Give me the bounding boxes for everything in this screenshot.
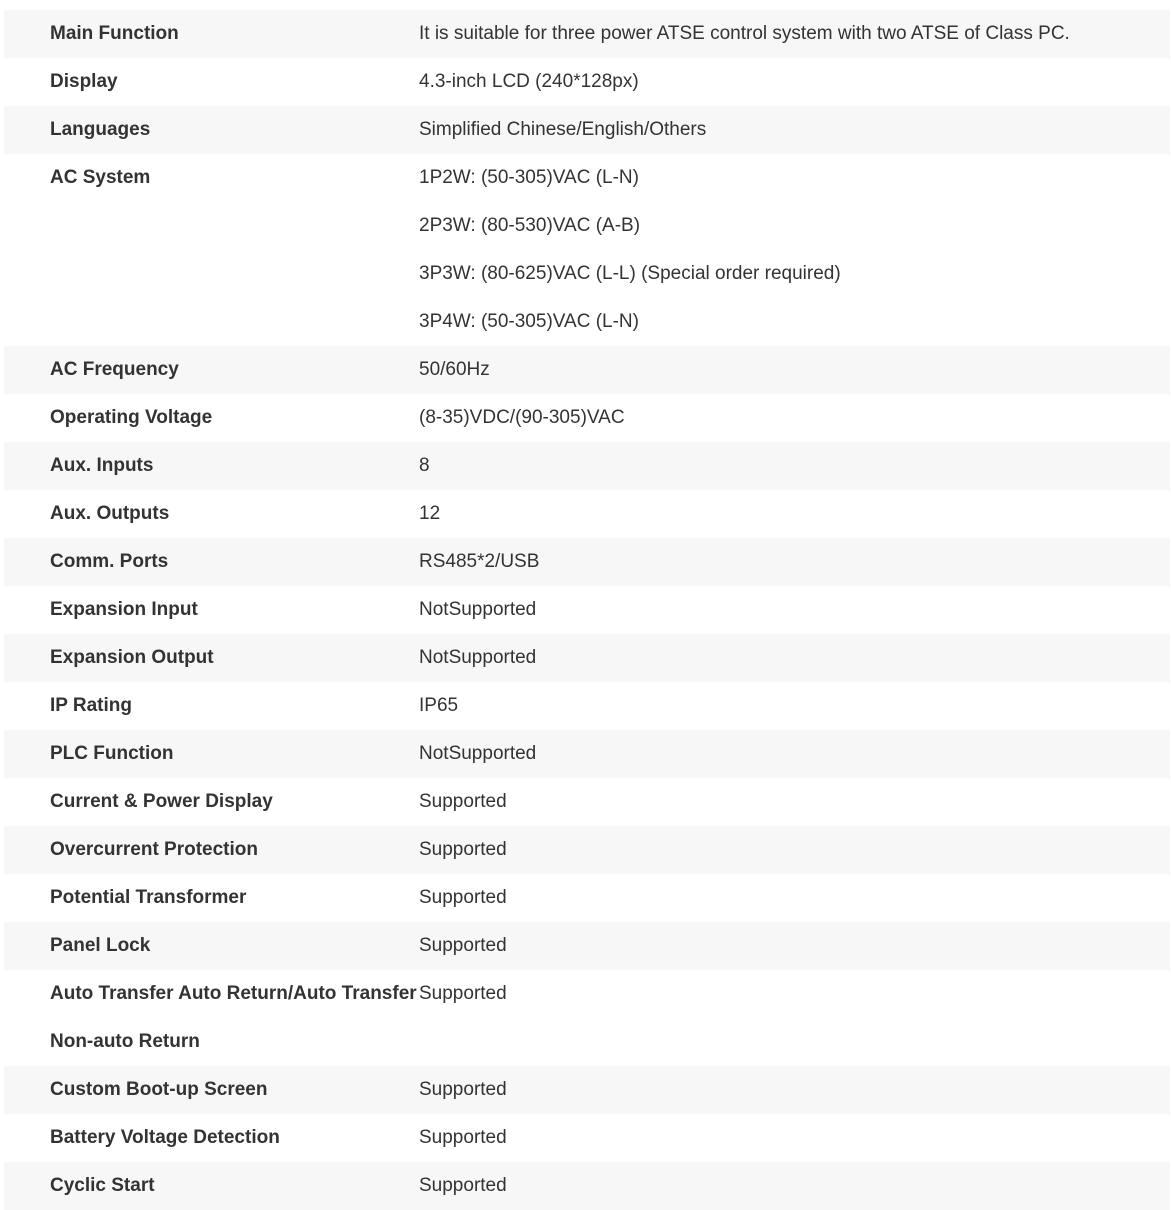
spec-label-text: Operating Voltage [50,407,213,428]
spec-value [419,442,1170,490]
spec-value-text: Supported [419,983,507,1004]
spec-value [419,826,1170,874]
spec-label-text: Expansion Input [50,599,198,620]
spec-value [419,106,1170,154]
spec-label [4,346,419,394]
spec-value [419,586,1170,634]
spec-row [4,826,1170,874]
spec-label-text: Current & Power Display [50,791,273,812]
spec-value-text: 3P3W: (80-625)VAC (L-L) (Special order required) [419,263,841,284]
spec-value [419,58,1170,106]
spec-label-text: AC Frequency [50,359,179,380]
spec-value-text: 12 [419,503,441,524]
spec-label-text: Auto Transfer Auto Return/Auto Transfer [50,983,417,1004]
spec-label-text: IP Rating [50,695,132,716]
spec-value [419,346,1170,394]
spec-label [4,874,419,922]
spec-label-text: Languages [50,119,151,140]
spec-label [4,1066,419,1114]
spec-row [4,970,1170,1066]
spec-value [419,394,1170,442]
spec-label [4,682,419,730]
spec-row [4,874,1170,922]
spec-row [4,634,1170,682]
spec-value [419,730,1170,778]
spec-label-text: Aux. Outputs [50,503,170,524]
spec-value-text: Supported [419,935,507,956]
spec-label [4,1114,419,1162]
spec-row [4,586,1170,634]
spec-value [419,682,1170,730]
spec-value [419,1066,1170,1114]
spec-value-text: NotSupported [419,647,537,668]
spec-value-text: Simplified Chinese/English/Others [419,119,707,140]
spec-value-text: Supported [419,887,507,908]
spec-value-text: Supported [419,1127,507,1148]
spec-label-text: Potential Transformer [50,887,247,908]
spec-value [419,634,1170,682]
spec-row [4,538,1170,586]
spec-label [4,538,419,586]
spec-label [4,586,419,634]
spec-value [419,10,1170,58]
spec-label-text: Cyclic Start [50,1175,155,1196]
spec-row [4,778,1170,826]
spec-value [419,538,1170,586]
spec-label-text: Panel Lock [50,935,151,956]
spec-label-text: AC System [50,167,151,188]
spec-value [419,922,1170,970]
spec-value-text: It is suitable for three power ATSE control system with two ATSE of Class PC. [419,23,1070,44]
spec-value-text: Supported [419,791,507,812]
spec-row [4,922,1170,970]
spec-value [419,874,1170,922]
spec-label [4,922,419,970]
spec-value-text: 3P4W: (50-305)VAC (L-N) [419,311,639,332]
spec-table [4,10,1170,1210]
spec-label [4,1162,419,1210]
spec-value-text: NotSupported [419,743,537,764]
spec-value [419,970,1170,1018]
spec-label [4,970,419,1066]
spec-value-text: (8-35)VDC/(90-305)VAC [419,407,625,428]
spec-value-text: RS485*2/USB [419,551,540,572]
spec-label-text: Overcurrent Protection [50,839,258,860]
spec-value [419,1114,1170,1162]
spec-row [4,394,1170,442]
spec-row [4,1114,1170,1162]
spec-label [4,154,419,202]
spec-label [4,106,419,154]
spec-label-text: Non-auto Return [50,1031,200,1052]
spec-value-text: NotSupported [419,599,537,620]
spec-label [4,490,419,538]
spec-label [4,442,419,490]
spec-row [4,10,1170,58]
spec-row [4,490,1170,538]
spec-value [419,490,1170,538]
spec-label [4,58,419,106]
spec-value [419,1162,1170,1210]
spec-row [4,1162,1170,1210]
spec-row [4,730,1170,778]
spec-value-text: Supported [419,1175,507,1196]
spec-value-text: 2P3W: (80-530)VAC (A-B) [419,215,641,236]
spec-label [4,10,419,58]
spec-value-text: IP65 [419,695,459,716]
spec-value-text: Supported [419,839,507,860]
spec-value-text: Supported [419,1079,507,1100]
spec-label [4,394,419,442]
spec-row [4,58,1170,106]
spec-label-text: Battery Voltage Detection [50,1127,280,1148]
spec-value-text: 8 [419,455,430,476]
spec-label-text: Aux. Inputs [50,455,154,476]
spec-row [4,1066,1170,1114]
spec-value-text: 50/60Hz [419,359,490,380]
spec-value-text: 1P2W: (50-305)VAC (L-N) [419,167,639,188]
spec-label-text: Custom Boot-up Screen [50,1079,268,1100]
spec-label [4,826,419,874]
spec-value-text: 4.3-inch LCD (240*128px) [419,71,639,92]
spec-row [4,106,1170,154]
spec-row [4,346,1170,394]
spec-label-text: Display [50,71,118,92]
spec-label-text: Main Function [50,23,179,44]
spec-value [419,154,1170,346]
spec-row [4,682,1170,730]
spec-label [4,778,419,826]
spec-value [419,778,1170,826]
spec-label-text: PLC Function [50,743,174,764]
spec-label [4,730,419,778]
spec-label-text: Expansion Output [50,647,214,668]
spec-row [4,154,1170,346]
spec-label [4,634,419,682]
spec-row [4,442,1170,490]
spec-label-text: Comm. Ports [50,551,169,572]
